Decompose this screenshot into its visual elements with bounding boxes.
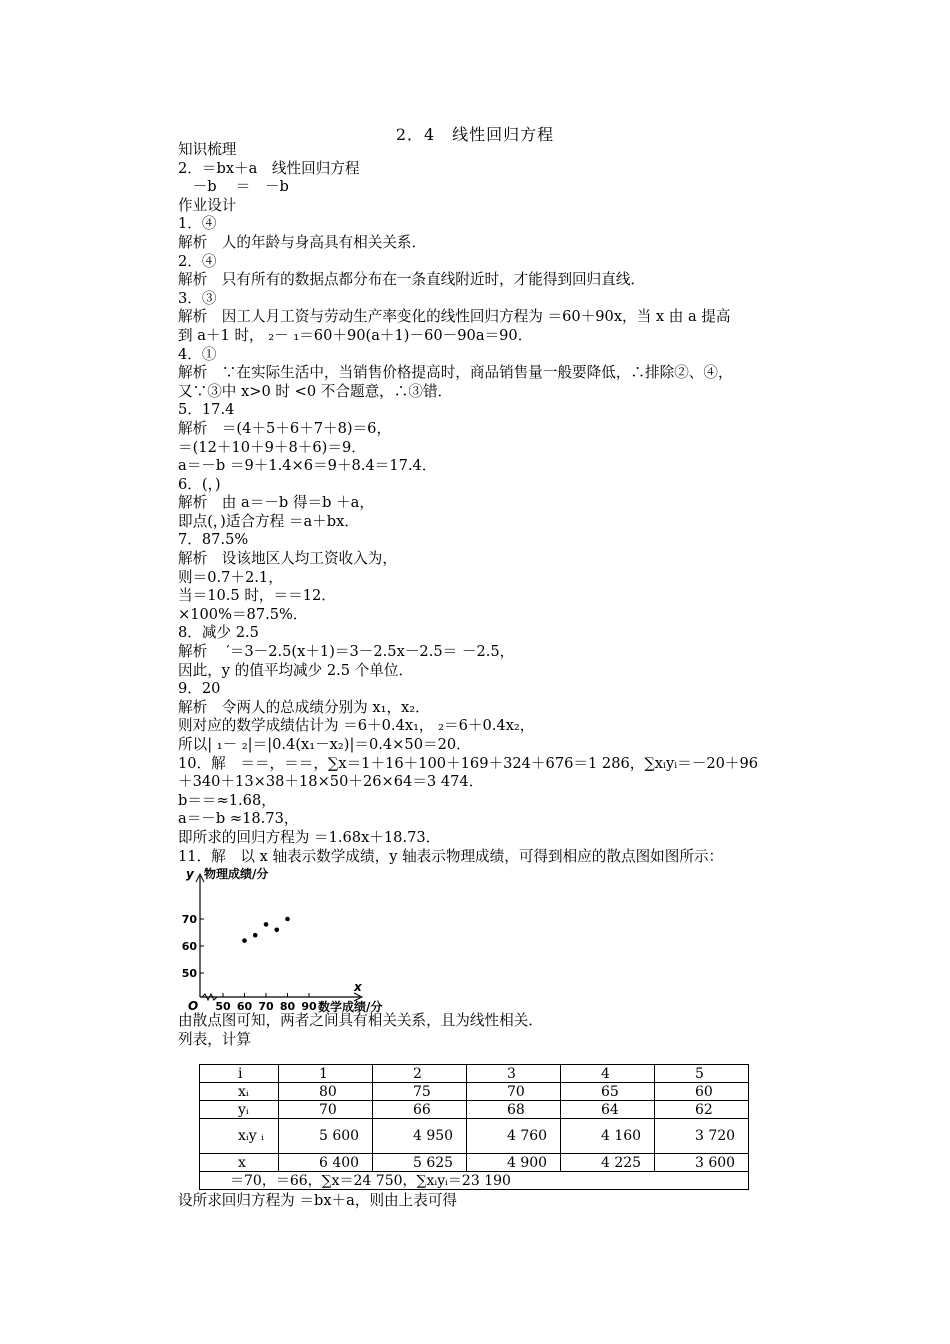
text-line: a＝－b ≈18.73， (178, 810, 299, 828)
y-axis-title: 物理成绩/分 (204, 867, 269, 881)
text-line: 解析 由 a＝－b 得＝b ＋a， (178, 494, 374, 512)
table-cell: 68 (467, 1101, 561, 1119)
text-line: 7．87.5% (178, 531, 249, 549)
origin-label: O (188, 999, 199, 1013)
table-cell: 75 (373, 1083, 467, 1101)
text-line: 列表，计算 (178, 1030, 251, 1048)
section-title: 2．4 线性回归方程 (395, 125, 555, 144)
text-line: 解析 只有所有的数据点都分布在一条直线附近时，才能得到回归直线． (178, 271, 646, 289)
table-cell: 64 (561, 1101, 655, 1119)
data-point (242, 938, 247, 943)
data-point (285, 917, 290, 922)
x-tick-label: 70 (258, 1000, 274, 1013)
data-point (274, 928, 279, 933)
table-cell: 6 400 (279, 1154, 373, 1172)
table-cell: 4 225 (561, 1154, 655, 1172)
table-cell: 2 (373, 1065, 467, 1083)
text-line: 3．③ (178, 289, 217, 307)
table-cell: 60 (655, 1083, 749, 1101)
y-tick-label: 50 (181, 967, 197, 980)
table-cell: 65 (561, 1083, 655, 1101)
x-tick-label: 80 (279, 1000, 296, 1013)
y-tick-label: 70 (181, 913, 197, 926)
table-cell: 3 (467, 1065, 561, 1083)
text-line: 解析 人的年龄与身高具有相关关系． (178, 233, 427, 251)
text-line: 又∵③中 x>0 时 <0 不合题意，∴③错． (178, 382, 453, 400)
table-row (200, 1083, 749, 1101)
text-line: 9．20 (178, 680, 221, 698)
table-row (200, 1154, 749, 1172)
x-axis-title: 数学成绩/分 (318, 1000, 383, 1014)
table-cell: 3 720 (655, 1119, 749, 1154)
table-cell: 66 (373, 1101, 467, 1119)
table-cell: 5 600 (279, 1119, 373, 1154)
text-line: ×100%＝87.5%． (178, 605, 308, 623)
text-line: 2．＝bx＋a 线性回归方程 (178, 159, 360, 177)
y-tick-label: 60 (181, 940, 197, 953)
table-cell: 4 160 (561, 1119, 655, 1154)
table-footer: ＝70，＝66，∑x＝24 750，∑xᵢyᵢ＝23 190 (200, 1172, 749, 1190)
table-cell: 70 (467, 1083, 561, 1101)
text-line: ＝(12＋10＋9＋8＋6)＝9． (178, 438, 366, 456)
text-line: 4．① (178, 345, 217, 363)
x-axis-letter: x (354, 980, 362, 994)
row-label: i (200, 1065, 279, 1083)
text-line: 即所求的回归方程为 ＝1.68x＋18.73． (178, 828, 441, 846)
text-line: 解析 ∵在实际生活中，当销售价格提高时，商品销售量一般要降低，∴排除②、④， (178, 364, 733, 382)
table-cell: 80 (279, 1083, 373, 1101)
closing-line: 设所求回归方程为 ＝bx＋a，则由上表可得 (178, 1192, 458, 1209)
text-line: 10．解 ＝＝，＝＝，∑x＝1＋16＋100＋169＋324＋676＝1 286，∑xᵢyᵢ＝－20＋96 (178, 754, 759, 772)
table-cell: 4 950 (373, 1119, 467, 1154)
text-line: 解析 ＝(4＋5＋6＋7＋8)＝6， (178, 419, 392, 437)
table-cell: 4 (561, 1065, 655, 1083)
text-line: ＋340＋13×38＋18×50＋26×64＝3 474． (178, 773, 484, 791)
text-line: 8．减少 2.5 (178, 624, 259, 642)
text-line: 当＝10.5 时，＝＝12． (178, 587, 336, 605)
text-line: 2．④ (178, 252, 217, 270)
text-line: 即点(，)适合方程 ＝a＋bx． (178, 512, 359, 530)
y-axis-letter: y (186, 867, 194, 881)
text-line: b＝＝≈1.68， (178, 791, 276, 809)
table-cell: 3 600 (655, 1154, 749, 1172)
data-point (253, 933, 258, 938)
text-line: 解析 因工人月工资与劳动生产率变化的线性回归方程为 ＝60＋90x，当 x 由 a 提高 (178, 308, 731, 326)
text-line: 因此，y 的值平均减少 2.5 个单位． (178, 661, 414, 679)
row-label: xᵢy ᵢ (200, 1119, 279, 1154)
table-row (200, 1065, 749, 1083)
text-line: 知识梳理 (178, 141, 237, 158)
x-tick-label: 50 (215, 1000, 231, 1013)
text-line: 作业设计 (178, 196, 237, 214)
table-row (200, 1119, 749, 1154)
scatter-chart (178, 862, 658, 1014)
table-cell: 1 (279, 1065, 373, 1083)
table-cell: 4 900 (467, 1154, 561, 1172)
row-label: yᵢ (200, 1101, 279, 1119)
data-point (264, 922, 269, 927)
chart-conclusion-text (178, 1012, 818, 1049)
text-line: 所以| ₁－ ₂|＝|0.4(x₁－x₂)|＝0.4×50＝20． (178, 736, 471, 753)
text-line: 到 a＋1 时， ₂－ ₁＝60＋90(a＋1)－60－90a＝90． (178, 326, 533, 344)
text-line: 1．④ (178, 215, 217, 233)
text-line: 11．解 以 x 轴表示数学成绩，y 轴表示物理成绩，可得到相应的散点图如图所示： (178, 847, 724, 865)
x-tick-label: 90 (301, 1000, 317, 1013)
text-line: a＝－b ＝9＋1.4×6＝9＋8.4＝17.4． (178, 457, 437, 475)
text-line: 5．17.4 (178, 401, 235, 419)
text-line: 则＝0.7＋2.1， (178, 568, 283, 586)
text-line: －b ＝ －b (178, 178, 289, 196)
solution-text (178, 141, 818, 866)
text-line: 则对应的数学成绩估计为 ＝6＋0.4x₁， ₂＝6＋0.4x₂， (178, 717, 535, 735)
table-cell: 62 (655, 1101, 749, 1119)
text-line: 解析 设该地区人均工资收入为， (178, 550, 397, 568)
x-tick-label: 60 (236, 1000, 253, 1013)
row-label: x (200, 1154, 279, 1172)
text-line: 由散点图可知，两者之间具有相关关系，且为线性相关． (178, 1012, 543, 1029)
row-label: xᵢ (200, 1083, 279, 1101)
table-footer-row (200, 1172, 749, 1190)
table-cell: 5 (655, 1065, 749, 1083)
text-line: 解析 ′＝3－2.5(x＋1)＝3－2.5x－2.5＝ －2.5， (178, 643, 515, 661)
table-row (200, 1101, 749, 1119)
text-line: 解析 令两人的总成绩分别为 x₁，x₂． (178, 698, 430, 716)
table-cell: 5 625 (373, 1154, 467, 1172)
text-line: 6．(，) (178, 475, 221, 493)
table-cell: 70 (279, 1101, 373, 1119)
table-cell: 4 760 (467, 1119, 561, 1154)
calculation-table (199, 1064, 749, 1190)
